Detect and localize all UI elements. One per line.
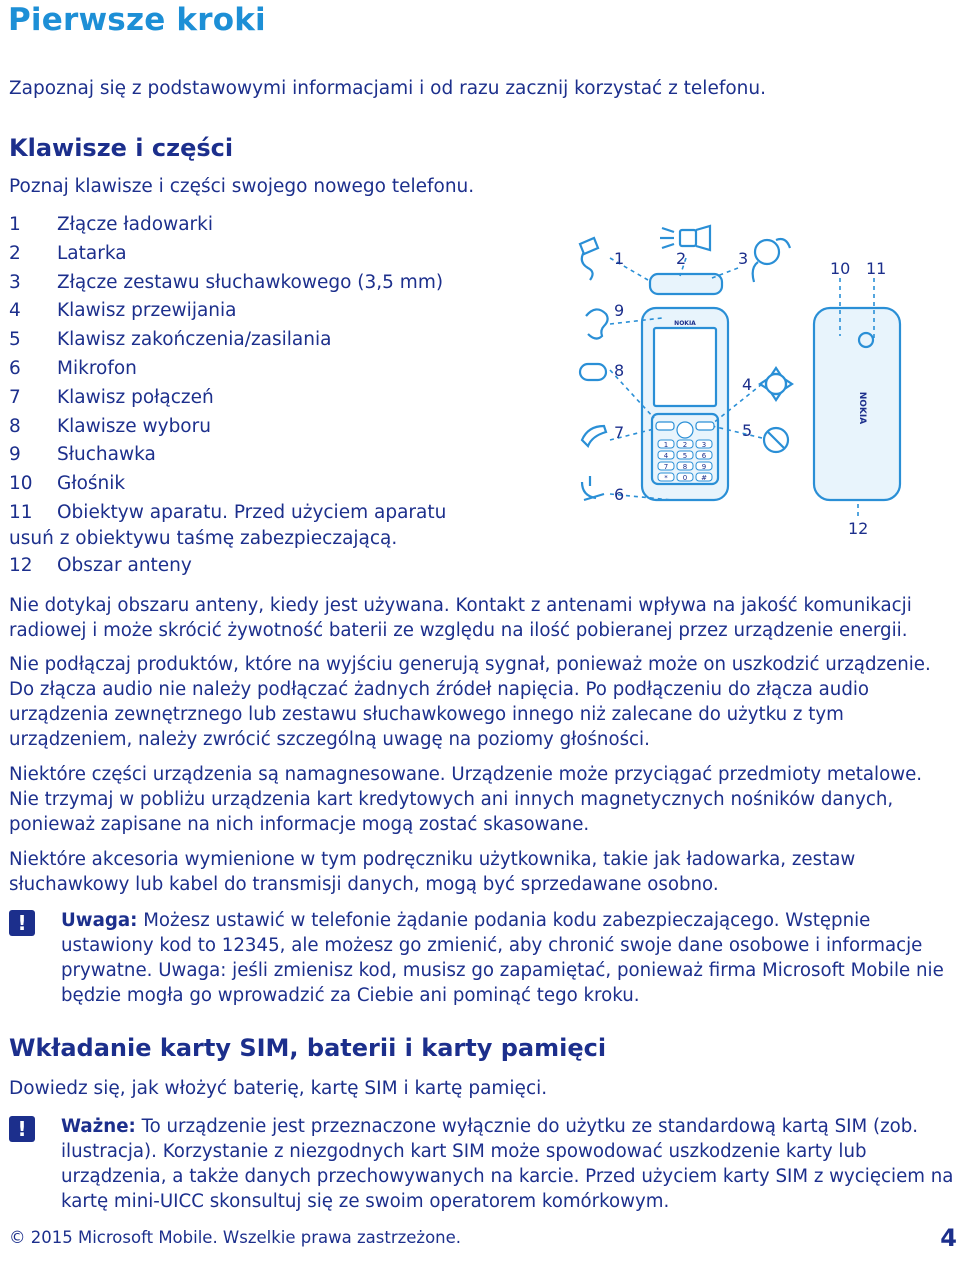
part-item	[9, 211, 479, 240]
keypad-key-label: 2	[682, 441, 688, 449]
call-key-icon	[582, 426, 606, 446]
part-number: 4	[9, 300, 21, 322]
security-code-note	[9, 908, 957, 1008]
keypad-key-label: 3	[701, 441, 707, 449]
part-label: Latarka	[57, 242, 127, 264]
footer-copyright: © 2015 Microsoft Mobile. Wszelkie prawa zastrzeżone.	[9, 1228, 462, 1247]
keypad-key-label: 0	[682, 474, 688, 482]
part-item	[9, 384, 479, 413]
part-item	[9, 552, 479, 581]
part-number: 12	[9, 554, 33, 576]
part-label: Obszar anteny	[57, 554, 192, 576]
part-item	[9, 269, 479, 298]
end-key-icon	[764, 428, 788, 452]
part-number: 10	[9, 473, 33, 495]
callout-11: 11	[866, 259, 887, 278]
callout-8: 8	[614, 361, 625, 380]
keypad-key-label: 1	[663, 441, 669, 449]
phone-diagram	[562, 218, 942, 548]
phone-brand-back: NOKIA	[857, 391, 867, 425]
part-number: 5	[9, 329, 21, 351]
charger-icon	[580, 238, 598, 280]
part-item	[9, 499, 479, 552]
note-text: Możesz ustawić w telefonie żądanie podania kodu zabezpieczającego. Wstępnie ustawiony kod to 12345, ale możesz go zmienić, aby chronić swoje dane osobowe i informacje prywatne. Uwaga: jeśli zmienisz kod, musisz go zapamiętać, ponieważ firma Microsoft Mobile nie będzie mogła go wprowadzić za Ciebie ani pominąć tego kroku.	[61, 910, 944, 1006]
part-item	[9, 355, 479, 384]
part-label: Złącze ładowarki	[57, 214, 213, 235]
part-label: Mikrofon	[57, 357, 137, 379]
keypad-key-label: 5	[682, 452, 688, 460]
part-label: Klawisz połączeń	[57, 386, 214, 408]
note-lead: Ważne:	[61, 1116, 136, 1137]
exclamation-icon: !	[9, 1116, 35, 1142]
part-item	[9, 441, 479, 470]
antenna-paragraph: Nie dotykaj obszaru anteny, kiedy jest używana. Kontakt z antenami wpływa na jakość komunikacji radiowej i może skrócić żywotność baterii ze względu na ilość pobieranej przez urządzenie energii.	[9, 595, 912, 641]
part-item	[9, 240, 479, 269]
keypad-key-label: 7	[663, 463, 669, 471]
section-intro-keys: Poznaj klawisze i części swojego nowego telefonu.	[9, 176, 475, 197]
part-number: 7	[9, 386, 21, 408]
part-label: Złącze zestawu słuchawkowego (3,5 mm)	[57, 271, 444, 293]
callout-6: 6	[614, 485, 625, 504]
part-number: 6	[9, 357, 21, 379]
part-number: 9	[9, 444, 21, 466]
keypad-key-label: 8	[682, 463, 688, 471]
note-text: To urządzenie jest przeznaczone wyłącznie do użytku ze standardową kartą SIM (zob. ilustracja). Korzystanie z niezgodnych kart SIM może spowodować uszkodzenie karty lub urządzenia, a także danych przechowywanych na karcie. Przed użyciem karty SIM z wycięciem na kartę mini-UICC skonsultuj się ze swoim operatorem komórkowym.	[61, 1116, 954, 1212]
section-heading-keys: Klawisze i części	[9, 134, 234, 162]
part-number: 8	[9, 415, 21, 437]
part-label: Klawisze wyboru	[57, 415, 211, 437]
callout-9: 9	[614, 301, 625, 320]
microphone-icon	[582, 476, 604, 500]
part-item	[9, 470, 479, 499]
flashlight-icon	[660, 226, 710, 250]
sim-card-note	[9, 1114, 957, 1214]
part-number: 1	[9, 214, 21, 235]
phone-top-edge	[650, 274, 722, 294]
part-label: Głośnik	[57, 473, 126, 495]
select-key-icon	[580, 364, 606, 380]
callout-3: 3	[738, 249, 749, 268]
callout-4: 4	[742, 375, 753, 394]
phone-screen	[654, 328, 716, 406]
part-item	[9, 326, 479, 355]
magnets-paragraph: Niektóre części urządzenia są namagnesowane. Urządzenie może przyciągać przedmioty metalowe. Nie trzymaj w pobliżu urządzenia kart kredytowych ani innych magnetycznych nośników danych, ponieważ zapisane na nich informacje mogą zostać skasowane.	[9, 764, 923, 835]
keypad-key-label: 4	[663, 452, 669, 460]
callout-5: 5	[742, 421, 753, 440]
keypad-key-label: 6	[701, 452, 707, 460]
part-item	[9, 297, 479, 326]
phone-brand-front: NOKIA	[674, 320, 696, 327]
part-label: Klawisz zakończenia/zasilania	[57, 329, 332, 351]
headset-icon	[753, 239, 790, 282]
page-number: 4	[940, 1224, 957, 1252]
callout-10: 10	[830, 259, 851, 278]
part-item	[9, 413, 479, 442]
part-label: Słuchawka	[57, 444, 156, 466]
part-number: 2	[9, 242, 21, 264]
scroll-key-icon	[760, 368, 792, 400]
keypad-key-label: 9	[701, 463, 707, 471]
page-title: Pierwsze kroki	[8, 2, 266, 38]
callout-2: 2	[676, 249, 687, 268]
parts-list	[9, 211, 479, 581]
part-number: 3	[9, 271, 21, 293]
products-paragraph: Nie podłączaj produktów, które na wyjściu generują sygnał, ponieważ może on uszkodzić urządzenie. Do złącza audio nie należy podłączać żadnych źródeł napięcia. Po podłączeniu do złącza audio urządzenia zewnętrznego lub zestawu słuchawkowego innego niż zalecane do użytku z tym urządzeniem, należy zwrócić szczególną uwagę na poziomy głośności.	[9, 654, 931, 750]
page-intro: Zapoznaj się z podstawowymi informacjami i od razu zacznij korzystać z telefonu.	[9, 78, 766, 99]
section-intro-sim: Dowiedz się, jak włożyć baterię, kartę SIM i kartę pamięci.	[9, 1078, 548, 1099]
part-number: 11	[9, 501, 33, 523]
section-heading-sim: Wkładanie karty SIM, baterii i karty pamięci	[9, 1034, 607, 1062]
callout-1: 1	[614, 249, 625, 268]
note-lead: Uwaga:	[61, 910, 138, 931]
keypad-key-label: *	[664, 474, 668, 482]
earpiece-icon	[586, 309, 608, 338]
part-label: Obiektyw aparatu. Przed użyciem aparatu usuń z obiektywu taśmę zabezpieczającą.	[9, 501, 447, 549]
exclamation-icon: !	[9, 910, 35, 936]
phone-back	[814, 308, 900, 500]
keypad-key-label: #	[701, 474, 707, 482]
callout-7: 7	[614, 423, 625, 442]
part-label: Klawisz przewijania	[57, 300, 237, 322]
accessories-paragraph: Niektóre akcesoria wymienione w tym podręczniku użytkownika, takie jak ładowarka, zestaw słuchawkowy lub kabel do transmisji danych, mogą być sprzedawane osobno.	[9, 849, 856, 895]
callout-12: 12	[848, 519, 869, 538]
